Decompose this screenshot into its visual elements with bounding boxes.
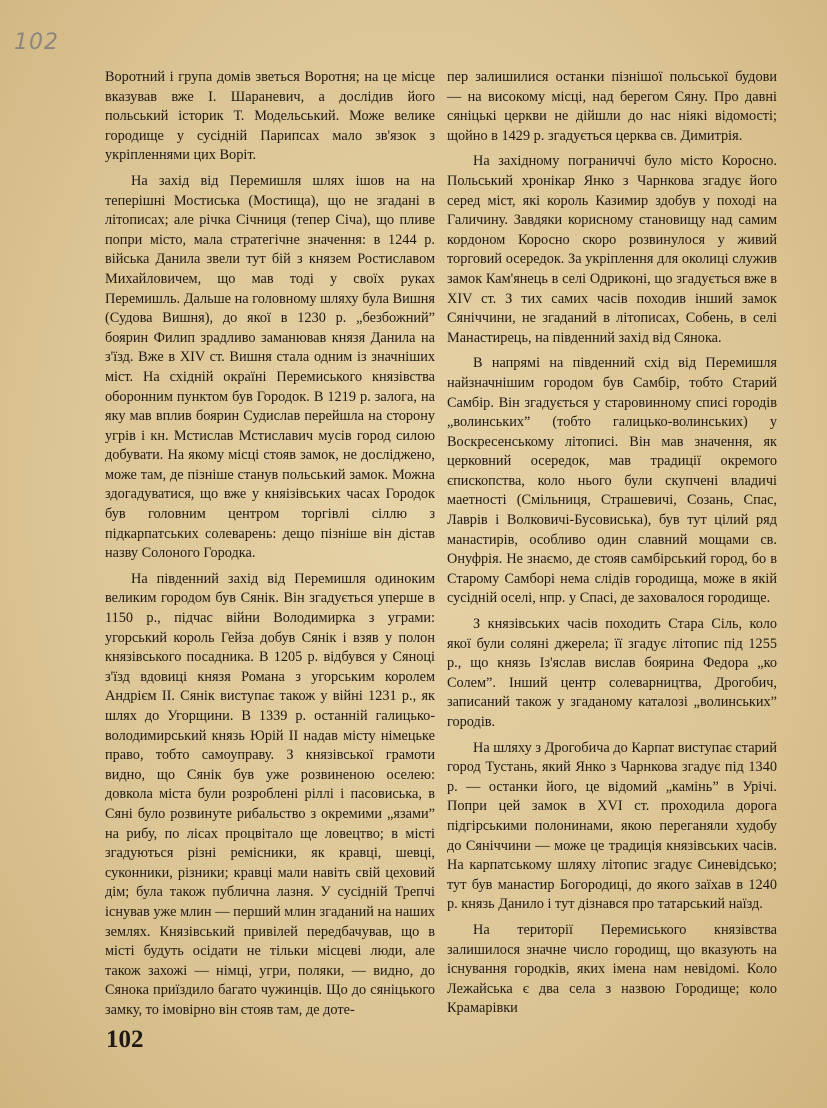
paragraph: На шляху з Дрогобича до Карпат виступає старий город Тустань, який Янко з Чарнкова згадує під 1340 р. — останки його, це відомий „камінь” в Урічі. Попри цей замок в XVI ст. проходила дорога підгірськими полонинами, якою переганяли худобу до Сяніччини — може це традиція князівських часів. На карпатському шляху літопис згадує Синевідсько; тут був манастир Богородиці, до якого заїхав в 1240 р. князь Данило і тут дізнався про татарський наїзд. (447, 739, 777, 913)
paragraph: На західному пограниччі було місто Коросно. Польський хронікар Янко з Чарнкова згадує його серед міст, які король Казимир здобув у поході на Галичину. Завдяки корисному становищу над самим кордоном Коросно скоро розвинулося у живий торговий осередок. За укріплення для околиці служив замок Кам'янець в селі Одриконі, що згадується вже в XIV ст. З тих самих часів походив інший замок Сяніччини, не згаданий в літописах, Собень, в селі Манастирець, на південний захід від Сянока. (447, 153, 777, 346)
paragraph: пер залишилися останки пізнішої польської будови — на високому місці, над берегом Сяну. Про давні сяніцькі церкви не дійшли до нас ніякі відомості; щойно в 1429 р. згадується церква св. Димитрія. (447, 69, 777, 144)
paragraph: З князівських часів походить Стара Сіль, коло якої були соляні джерела; її згадує літопис під 1255 р., що князь Із'яслав вислав боярина Федора „ко Солем”. Інший центр солеварництва, Дрогобич, записаний також у згаданому каталозі „волинських” городів. (447, 616, 777, 730)
pencil-page-note: 102 (14, 30, 59, 55)
paragraph: На південний захід від Перемишля одиноким великим городом був Сянік. Він згадується уперше в 1150 р., підчас війни Володимирка з уграми: угорський король Гейза добув Сянік і взяв у полон князівського посадника. В 1205 р. відбувся у Сяноці з'їзд вдовиці князя Романа з угорським королем Андрієм II. Сянік виступає також у війні 1231 р., як шлях до Угорщини. В 1339 р. останній галицько-володимирський князь Юрій II надав місту німецьке право, тобто самоуправу. З князівської грамоти видно, що Сянік був уже розвиненою оселею: довкола міста були розроблені ріллі і пасовиська, в Сяні було розвинуте рибальство з окремими „язами” на рибу, по лісах процвітало ще ловецтво; в місті згадуються різні ремісники, як кравці, шевці, суконники, різники; кравці мали навіть свій цеховий дім; була також публична лазня. У сусідній Трепчі існував уже млин — перший млин згаданий на наших землях. Князівський привілей передбачував, що в місті будуть осідати не тільки місцеві люди, але також захожі — німці, угри, поляки, — видно, до Сянока приїздило багато чужинців. Що до сяніцького замку, то імовірно він стояв там, де доте- (105, 570, 435, 1018)
left-text-column (105, 68, 435, 1027)
paragraph: В напрямі на південний схід від Перемишля найзначнішим городом був Самбір, тобто Старий Самбір. Він згадується у старовинному списі городів „волинських” (тобто галицько-волинських) у Воскресенському літописі. Він мав значення, як церковний осередок, мав традиції окремого єпископства, коло нього були скупчені владичі маетності (Смільниця, Страшевичі, Созань, Спас, Лаврів і Волковичі-Бусовиська), був тут цілий ряд манастирів, особливо один славний мощами св. Онуфрія. Не знаємо, де стояв самбірський город, бо в Старому Самборі нема слідів городища, може в якій сусідній оселі, нпр. у Спасі, де заховалося городище. (447, 355, 777, 607)
paragraph: На захід від Перемишля шлях ішов на на теперішні Мостиська (Мостища), що не згадані в літописах; але річка Січниця (тепер Січа), що пливе попри місто, мала стратегічне значення: в 1244 р. війська Данила звели тут бій з князем Ростиславом Михайловичем, що мав тоді у своїх руках Перемишль. Дальше на головному шляху була Вишня (Судова Вишня), до якої в 1230 р. „безбожний” боярин Филип зрадливо заманював князя Данила на з'їзд. Вже в XIV ст. Вишня стала одним із значніших міст. На східній окраїні Перемиського князівства оборонним пунктом був Городок. В 1219 р. залога, на яку мав вплив боярин Судислав перейшла на сторону угрів і кн. Мстислав Мстиславич мусів город силою добувати. На якому місці стояв замок, не досліджено, може там, де пізніше станув польський замок. Можна здогадуватися, що вже у княізівських часах Городок був головним центром торгівлі сіллю з підкарпатських солеварень: дещо пізніше він дістав назву Солоного Городка. (105, 172, 435, 562)
paragraph: Воротний і група домів зветься Воротня; на це місце вказував вже І. Шараневич, а дослідив його польський історик Т. Модельський. Може велике городище у сусідній Парипсах мало зв'язок з укріпленнями цих Воріт. (105, 69, 435, 164)
paragraph: На території Перемиського князівства залишилося значне число городищ, що вказують на існування городків, яких імена нам невідомі. Коло Лежайська є два села з назвою Городище; коло Крамарівки (447, 921, 777, 1017)
right-text-column (447, 68, 777, 1025)
page-number: 102 (106, 1026, 144, 1053)
